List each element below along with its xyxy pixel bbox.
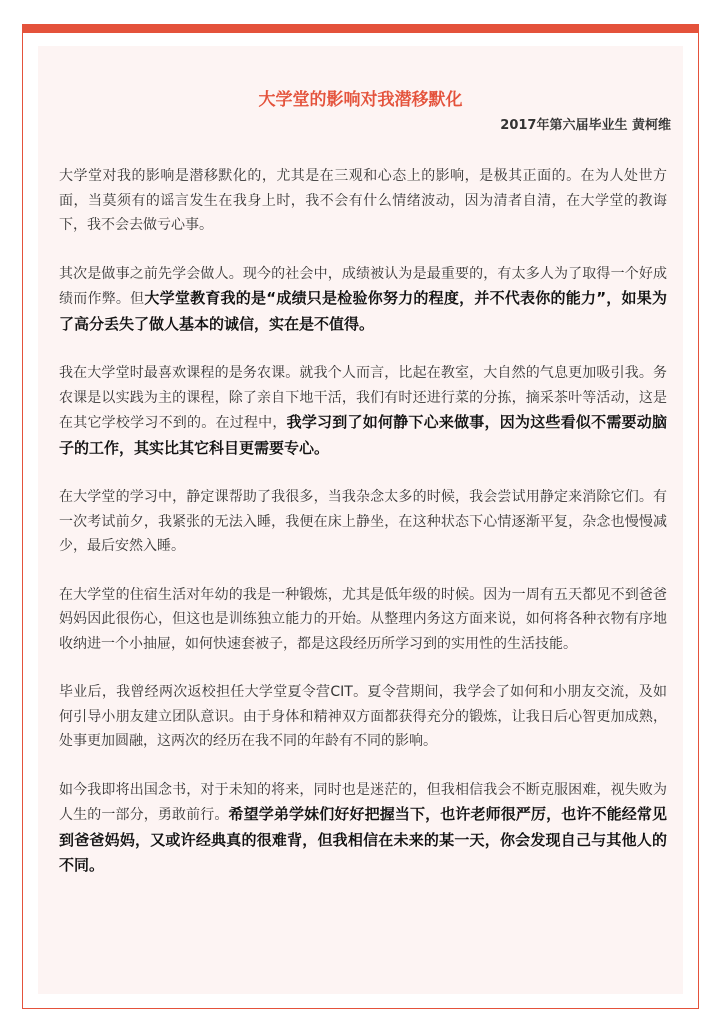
paragraph-text: 大学堂对我的影响是潜移默化的，尤其是在三观和心态上的影响，是极其正面的。在为人处世方面，当莫须有的谣言发生在我身上时，我不会有什么情绪波动，因为清者自清，在大学堂的教诲下，我不会去做亏心事。 — [59, 168, 667, 233]
paragraph-text: 毕业后，我曾经两次返校担任大学堂夏令营CIT。夏令营期间，我学会了如何和小朋友交流，及如何引导小朋友建立团队意识。由于身体和精神双方面都获得充分的锻炼，让我日后心智更加成熟，处事更加圆融，这两次的经历在我不同的年龄有不同的影响。 — [59, 684, 667, 749]
top-accent-bar — [22, 24, 699, 33]
paragraph-7 — [59, 778, 667, 879]
paragraph-text: 我在大学堂时最喜欢课程的是务农课。就我个人而言，比起在教室，大自然的气息更加吸引我。务农课是以实践为主的课程，除了亲自下地干活，我们有时还进行菜的分拣，摘采茶叶等活动，这是在其它学校学习不到的。在过程中， — [59, 365, 667, 431]
paragraph-5 — [59, 583, 667, 657]
paragraph-text: 如今我即将出国念书，对于未知的将来，同时也是迷茫的，但我相信我会不断克服困难，视失败为人生的一部分，勇敢前行。 — [59, 781, 667, 823]
paragraph-emphasis: 希望学弟学妹们好好把握当下，也许老师很严厉，也许不能经常见到爸爸妈妈，又或许经典真的很难背，但我相信在未来的某一天，你会发现自己与其他人的不同。 — [59, 805, 667, 874]
paragraph-6 — [59, 680, 667, 754]
paragraph-3 — [59, 361, 667, 461]
paragraph-emphasis: 大学堂教育我的是“成绩只是检验你努力的程度，并不代表你的能力”，如果为了高分丢失了做人基本的诚信，实在是不值得。 — [59, 289, 667, 333]
paragraph-1 — [59, 164, 667, 238]
article-card — [38, 46, 683, 994]
article-byline: 2017年第六届毕业生 黄柯维 — [500, 118, 671, 133]
article-title: 大学堂的影响对我潜移默化 — [258, 90, 463, 110]
paragraph-text: 在大学堂的住宿生活对年幼的我是一种锻炼，尤其是低年级的时候。因为一周有五天都见不到爸爸妈妈因此很伤心，但这也是训练独立能力的开始。从整理内务这方面来说，如何将各种衣物有序地收纳进一个小抽屉，如何快速套被子，都是这段经历所学习到的实用性的生活技能。 — [59, 586, 667, 652]
paragraph-text: 其次是做事之前先学会做人。现今的社会中，成绩被认为是最重要的，有太多人为了取得一个好成绩而作弊。但 — [59, 265, 667, 307]
article-frame — [22, 33, 699, 1009]
paragraph-text: 在大学堂的学习中，静定课帮助了我很多，当我杂念太多的时候，我会尝试用静定来消除它们。有一次考试前夕，我紧张的无法入睡，我便在床上静坐，在这种状态下心情逐渐平复，杂念也慢慢减少，最后安然入睡。 — [59, 489, 667, 554]
paragraph-2 — [59, 262, 667, 338]
article-body — [59, 164, 667, 903]
paragraph-4 — [59, 485, 667, 559]
paragraph-emphasis: 我学习到了如何静下心来做事，因为这些看似不需要动脑子的工作，其实比其它科目更需要专心。 — [59, 413, 667, 457]
